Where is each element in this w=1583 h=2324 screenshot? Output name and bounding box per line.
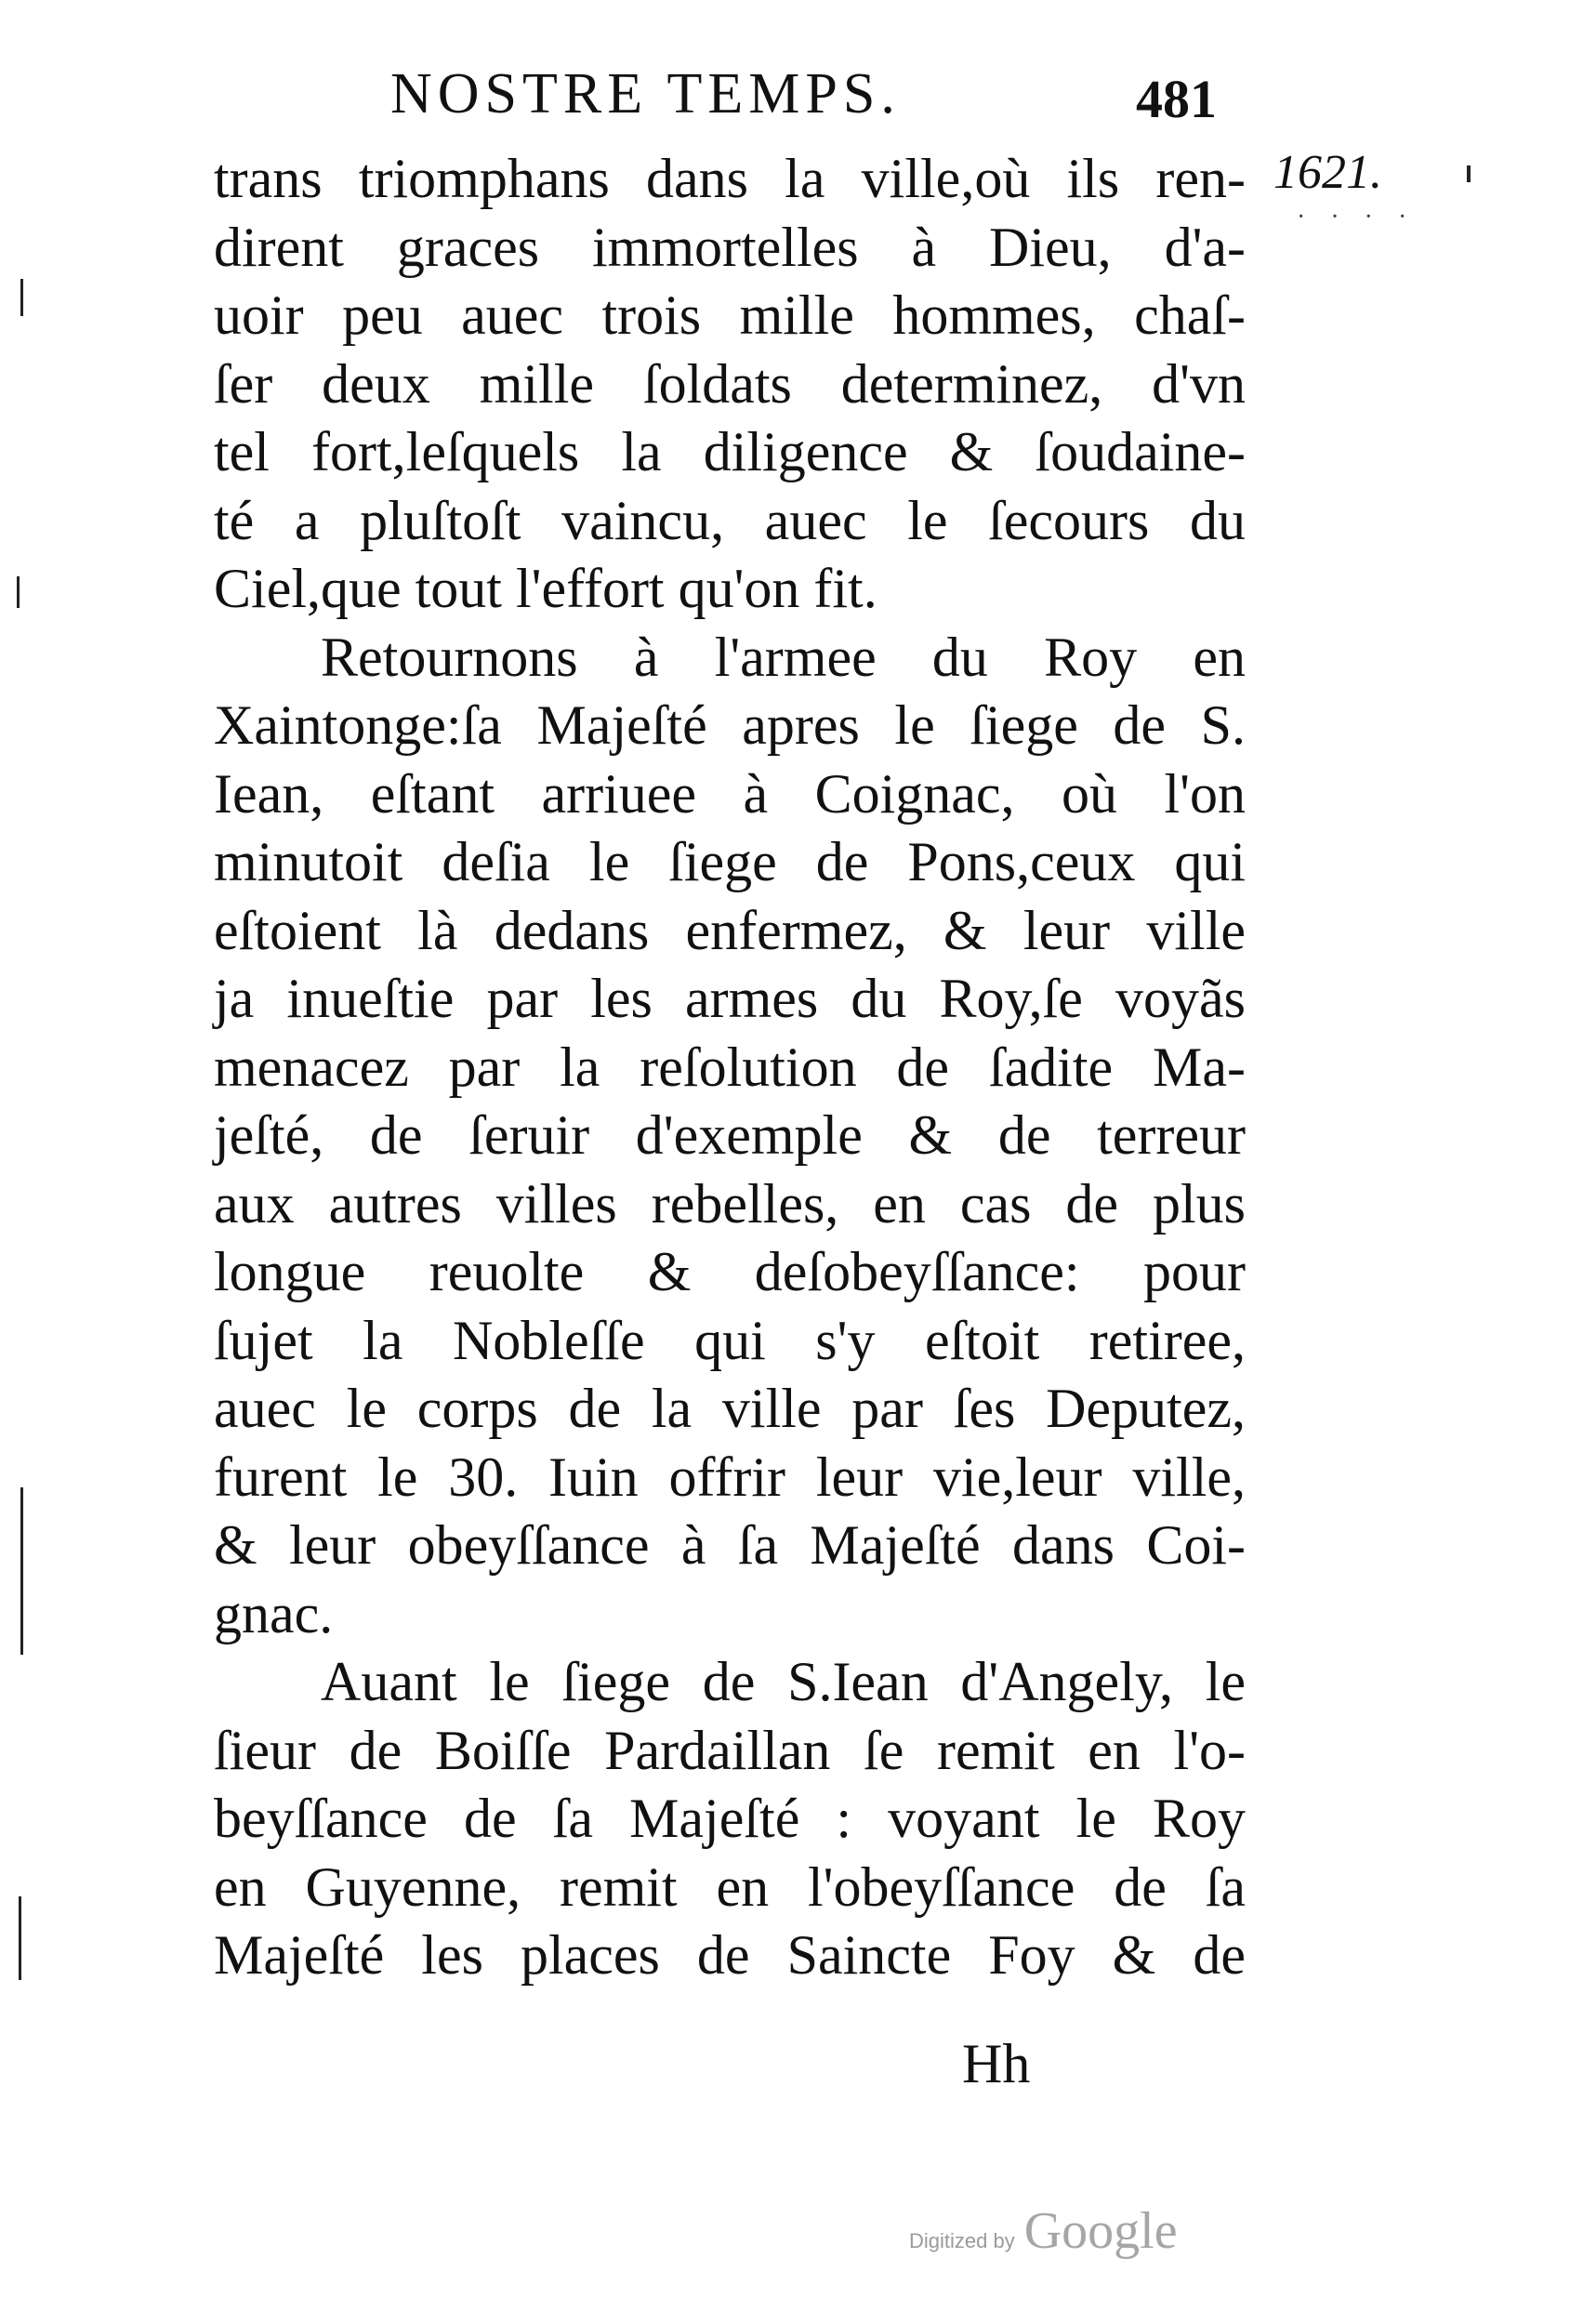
running-title: NOSTRE TEMPS. bbox=[390, 62, 901, 125]
scan-mark bbox=[19, 1896, 21, 1980]
scan-mark bbox=[1467, 165, 1471, 182]
text-line: & leur obeyſſance à ſa Majeſté dans Coi- bbox=[214, 1514, 1246, 1576]
digitized-by-watermark bbox=[909, 2201, 1178, 2261]
paragraph-start-line: Retournons à l'armee du Roy en bbox=[321, 626, 1246, 688]
page-number: 481 bbox=[1136, 69, 1217, 129]
text-line: ſujet la Nobleſſe qui s'y eſtoit retiree, bbox=[214, 1309, 1246, 1371]
paragraph-start-line: Auant le ſiege de S.Iean d'Angely, le bbox=[321, 1651, 1246, 1712]
text-line: eſtoient là dedans enfermez, & leur ville bbox=[214, 899, 1246, 961]
text-line: auec le corps de la ville par ſes Deputez, bbox=[214, 1378, 1246, 1439]
text-line: Majeſté les places de Saincte Foy & de bbox=[214, 1924, 1246, 1986]
text-line: trans triomphans dans la ville,où ils ren- bbox=[214, 148, 1246, 209]
scan-mark bbox=[20, 1487, 23, 1655]
text-line: tel fort,leſquels la diligence & ſoudaine- bbox=[214, 421, 1246, 482]
text-line: Iean, eſtant arriuee à Coignac, où l'on bbox=[214, 762, 1246, 825]
margin-year-note: 1621. bbox=[1273, 146, 1382, 199]
google-logo: Google bbox=[1023, 2202, 1178, 2260]
text-line: té a pluſtoſt vaincu, auec le ſecours du bbox=[214, 489, 1246, 551]
text-line: Ciel,que tout l'effort qu'on fit. bbox=[214, 558, 877, 619]
text-line: ſieur de Boiſſe Pardaillan ſe remit en l'o- bbox=[214, 1719, 1246, 1781]
text-line: aux autres villes rebelles, en cas de plus bbox=[214, 1172, 1246, 1235]
scan-mark bbox=[20, 279, 23, 316]
text-line: beyſſance de ſa Majeſté : voyant le Roy bbox=[214, 1788, 1246, 1849]
margin-dots: · · · · bbox=[1297, 203, 1417, 231]
text-line: Xaintonge:ſa Majeſté apres le ſiege de S. bbox=[214, 694, 1246, 756]
body-text bbox=[214, 145, 1246, 1990]
text-line: uoir peu auec trois mille hommes, chaſ- bbox=[214, 284, 1246, 346]
text-line: ſer deux mille ſoldats determinez, d'vn bbox=[214, 352, 1246, 415]
text-line: jeſté, de ſeruir d'exemple & de terreur bbox=[214, 1104, 1246, 1166]
text-line: dirent graces immortelles à Dieu, d'a- bbox=[214, 216, 1246, 278]
text-line: furent le 30. Iuin offrir leur vie,leur ville, bbox=[214, 1446, 1246, 1508]
catchword: Hh bbox=[962, 2033, 1031, 2094]
text-line: longue reuolte & deſobeyſſance: pour bbox=[214, 1241, 1246, 1302]
text-line: ja inueſtie par les armes du Roy,ſe voyãs bbox=[214, 968, 1246, 1029]
text-line: minutoit deſia le ſiege de Pons,ceux qui bbox=[214, 831, 1246, 892]
text-line: gnac. bbox=[214, 1582, 334, 1644]
scan-mark bbox=[17, 576, 20, 608]
text-line: menacez par la reſolution de ſadite Ma- bbox=[214, 1036, 1246, 1098]
text-line: en Guyenne, remit en l'obeyſſance de ſa bbox=[214, 1855, 1246, 1918]
digitized-by-label: Digitized by bbox=[909, 2229, 1015, 2252]
